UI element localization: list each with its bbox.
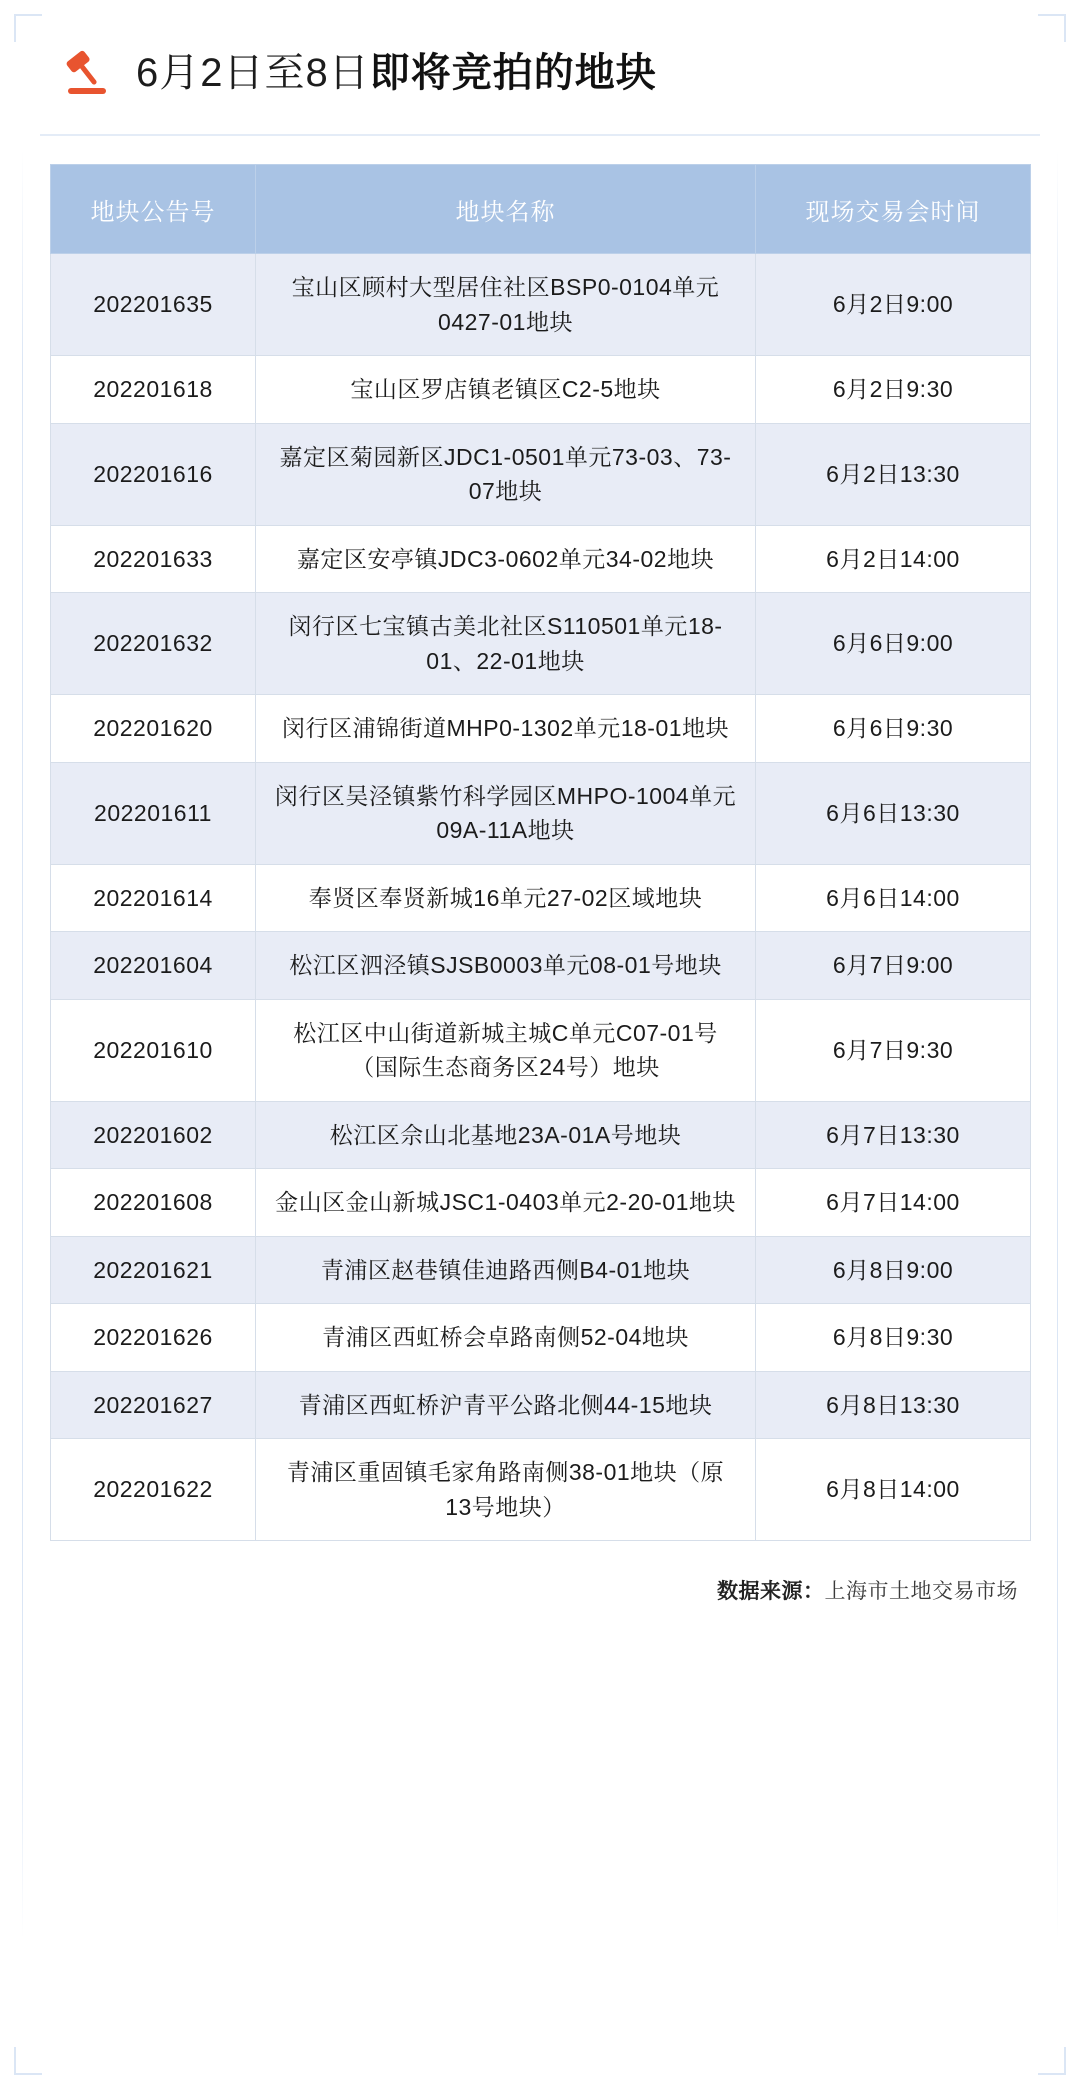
- page-title-date: 6月2日至8日: [136, 51, 370, 95]
- source-value: 上海市土地交易市场: [824, 1580, 1018, 1603]
- table-row: [51, 999, 1031, 1101]
- cell-name: 宝山区罗店镇老镇区C2-5地块: [256, 356, 756, 424]
- cell-time: 6月6日9:30: [756, 695, 1031, 763]
- cell-time: 6月8日9:30: [756, 1304, 1031, 1372]
- source-note: [0, 1541, 1080, 1645]
- cell-name: 青浦区西虹桥沪青平公路北侧44-15地块: [256, 1371, 756, 1439]
- cell-time: 6月6日14:00: [756, 864, 1031, 932]
- cell-time: 6月8日13:30: [756, 1371, 1031, 1439]
- table-row: [51, 1304, 1031, 1372]
- frame-corner-top-right: [1038, 14, 1066, 42]
- cell-time: 6月2日13:30: [756, 423, 1031, 525]
- table-row: [51, 254, 1031, 356]
- cell-code: 202201620: [51, 695, 256, 763]
- cell-time: 6月2日9:00: [756, 254, 1031, 356]
- frame-corner-bottom-right: [1038, 2047, 1066, 2075]
- cell-name: 闵行区吴泾镇紫竹科学园区MHPO-1004单元09A-11A地块: [256, 762, 756, 864]
- table-row: [51, 1169, 1031, 1237]
- cell-code: 202201604: [51, 932, 256, 1000]
- cell-code: 202201627: [51, 1371, 256, 1439]
- table-row: [51, 525, 1031, 593]
- cell-code: 202201635: [51, 254, 256, 356]
- cell-code: 202201618: [51, 356, 256, 424]
- cell-time: 6月7日9:00: [756, 932, 1031, 1000]
- cell-name: 闵行区浦锦街道MHP0-1302单元18-01地块: [256, 695, 756, 763]
- source-label: 数据来源：: [717, 1580, 825, 1603]
- table-row: [51, 1236, 1031, 1304]
- cell-time: 6月2日14:00: [756, 525, 1031, 593]
- cell-code: 202201616: [51, 423, 256, 525]
- column-header-name: 地块名称: [256, 165, 756, 254]
- cell-name: 嘉定区安亭镇JDC3-0602单元34-02地块: [256, 525, 756, 593]
- table-row: [51, 1101, 1031, 1169]
- cell-name: 奉贤区奉贤新城16单元27-02区域地块: [256, 864, 756, 932]
- table-row: [51, 356, 1031, 424]
- page-title-main: 即将竞拍的地块: [369, 51, 657, 95]
- cell-code: 202201626: [51, 1304, 256, 1372]
- cell-code: 202201633: [51, 525, 256, 593]
- cell-name: 青浦区重固镇毛家角路南侧38-01地块（原13号地块）: [256, 1439, 756, 1541]
- table-body: [51, 254, 1031, 1541]
- table-row: [51, 1439, 1031, 1541]
- table-row: [51, 762, 1031, 864]
- cell-time: 6月7日13:30: [756, 1101, 1031, 1169]
- cell-time: 6月2日9:30: [756, 356, 1031, 424]
- cell-code: 202201608: [51, 1169, 256, 1237]
- cell-name: 嘉定区菊园新区JDC1-0501单元73-03、73-07地块: [256, 423, 756, 525]
- cell-time: 6月6日13:30: [756, 762, 1031, 864]
- table-row: [51, 932, 1031, 1000]
- cell-time: 6月7日9:30: [756, 999, 1031, 1101]
- cell-code: 202201610: [51, 999, 256, 1101]
- cell-code: 202201632: [51, 593, 256, 695]
- cell-code: 202201621: [51, 1236, 256, 1304]
- cell-time: 6月8日9:00: [756, 1236, 1031, 1304]
- table-header: [51, 165, 1031, 254]
- cell-time: 6月8日14:00: [756, 1439, 1031, 1541]
- frame-edge-left: [22, 150, 23, 1939]
- page-header: [0, 0, 1080, 126]
- cell-code: 202201614: [51, 864, 256, 932]
- cell-code: 202201611: [51, 762, 256, 864]
- table-row: [51, 695, 1031, 763]
- cell-name: 松江区佘山北基地23A-01A号地块: [256, 1101, 756, 1169]
- cell-name: 闵行区七宝镇古美北社区S110501单元18-01、22-01地块: [256, 593, 756, 695]
- frame-corner-bottom-left: [14, 2047, 42, 2075]
- auction-table: [50, 164, 1031, 1541]
- table-row: [51, 593, 1031, 695]
- cell-code: 202201622: [51, 1439, 256, 1541]
- cell-code: 202201602: [51, 1101, 256, 1169]
- cell-name: 松江区泗泾镇SJSB0003单元08-01号地块: [256, 932, 756, 1000]
- cell-name: 金山区金山新城JSC1-0403单元2-20-01地块: [256, 1169, 756, 1237]
- frame-corner-top-left: [14, 14, 42, 42]
- page-title: [136, 49, 657, 97]
- table-header-row: [51, 165, 1031, 254]
- table-row: [51, 864, 1031, 932]
- gavel-icon: [60, 46, 114, 100]
- table-row: [51, 423, 1031, 525]
- cell-name: 宝山区顾村大型居住社区BSP0-0104单元0427-01地块: [256, 254, 756, 356]
- cell-name: 松江区中山街道新城主城C单元C07-01号（国际生态商务区24号）地块: [256, 999, 756, 1101]
- cell-name: 青浦区赵巷镇佳迪路西侧B4-01地块: [256, 1236, 756, 1304]
- table-row: [51, 1371, 1031, 1439]
- column-header-code: 地块公告号: [51, 165, 256, 254]
- column-header-time: 现场交易会时间: [756, 165, 1031, 254]
- cell-time: 6月6日9:00: [756, 593, 1031, 695]
- cell-time: 6月7日14:00: [756, 1169, 1031, 1237]
- auction-table-container: [0, 136, 1080, 1541]
- cell-name: 青浦区西虹桥会卓路南侧52-04地块: [256, 1304, 756, 1372]
- frame-edge-right: [1057, 150, 1058, 1939]
